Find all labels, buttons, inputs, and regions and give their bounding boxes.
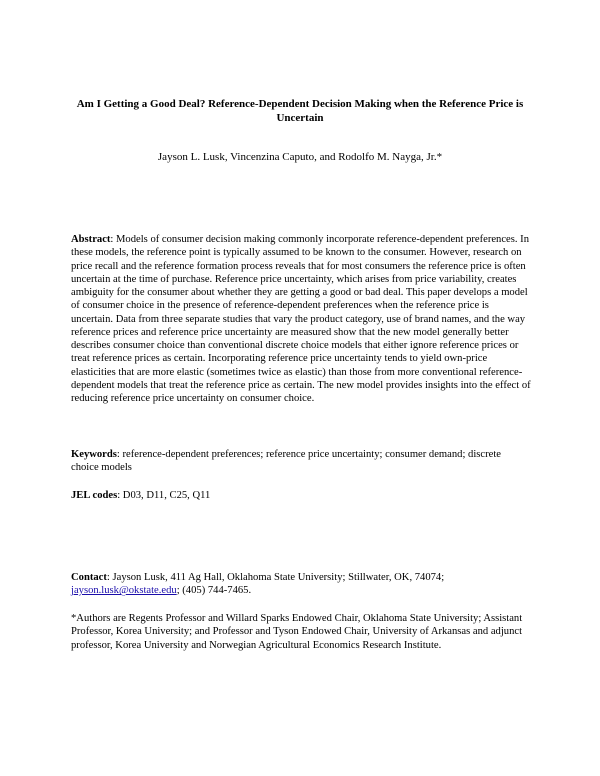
contact-address: : Jayson Lusk, 411 Ag Hall, Oklahoma State University; Stillwater, OK, 74074; [106, 572, 445, 583]
abstract-section [71, 233, 531, 405]
author-list: Jayson L. Lusk, Vincenzina Caputo, and Rodolfo M. Nayga, Jr.* [157, 151, 443, 163]
keywords-section [71, 448, 531, 475]
paper-title: Am I Getting a Good Deal? Reference-Dependent Decision Making when the Reference Price is Uncertain [76, 98, 524, 124]
abstract-label: Abstract [71, 234, 111, 245]
keywords-text: : reference-dependent preferences; reference price uncertainty; consumer demand; discrete choice models [71, 449, 502, 474]
contact-phone: ; (405) 744-7465. [176, 585, 252, 597]
jel-codes-label: JEL codes [71, 490, 118, 501]
jel-codes-section [71, 489, 531, 502]
author-affiliations-footnote: *Authors are Regents Professor and Willard Sparks Endowed Chair, Oklahoma State University; Assistant Professor, Korea University; and Professor and Tyson Endowed Chair, University of Arkansas and adjunct professor, Korea University and Norwegian Agricultural Economics Research Institute. [71, 613, 523, 651]
keywords-label: Keywords [71, 449, 117, 460]
abstract-text: : Models of consumer decision making commonly incorporate reference-dependent preferences. In these models, the reference point is typically assumed to be known to the consumer. However, research on price recall and the reference formation process reveals that for most consumers the reference price is often uncertain at the time of purchase. Reference price uncertainty, which arises from price variability, creates ambiguity for the consumer about whether they are getting a good or bad deal. This paper develops a model of consumer choice in the presence of reference-dependent preferences when the reference price is uncertain. Data from three separate studies that vary the product category, use of brand names, and the way reference prices and reference price uncertainty are measured show that the new model generally better describes consumer choice than conventional discrete choice models that either ignore reference prices or treat reference prices as certain. Incorporating reference price uncertainty tends to yield own-price elasticities that are more elastic (sometimes twice as elastic) than those from more conventional reference-dependent models that treat the reference price as certain. The new model provides insights into the effect of reducing reference price uncertainty on consumer choice. [71, 234, 531, 404]
contact-email-link[interactable]: jayson.lusk@okstate.edu [71, 585, 177, 597]
contact-section [71, 571, 531, 598]
jel-codes-text: : D03, D11, C25, Q11 [117, 490, 211, 501]
contact-label: Contact [71, 572, 107, 583]
